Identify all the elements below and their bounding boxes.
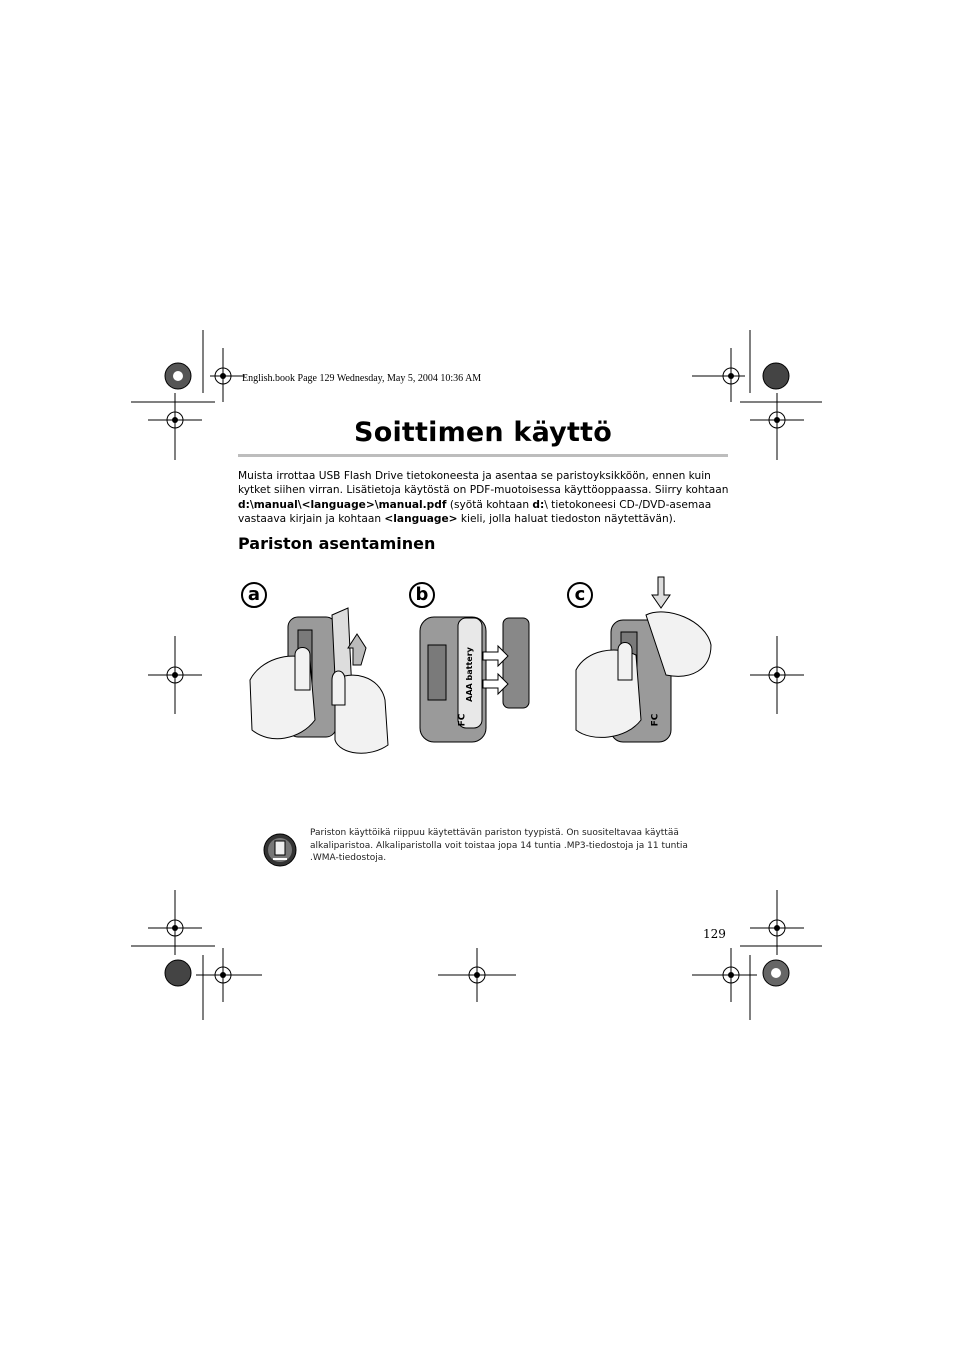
language-token: <language> bbox=[384, 512, 458, 525]
title-rule bbox=[238, 454, 728, 457]
drive-letter: d: bbox=[532, 498, 545, 511]
fcc-mark-c: FC bbox=[650, 713, 661, 727]
fcc-mark-b: FC bbox=[457, 713, 468, 727]
print-header: English.book Page 129 Wednesday, May 5, 2004 10:36 AM bbox=[242, 373, 482, 384]
figure-label-b: b bbox=[409, 582, 435, 608]
figure-c-illustration bbox=[566, 570, 716, 750]
manual-path: d:\manual\<language>\manual.pdf bbox=[238, 498, 447, 511]
figure-a-illustration bbox=[240, 570, 390, 760]
note-text: Pariston käyttöikä riippuu käytettävän pariston tyypistä. On suositeltavaa käyttää alkaliparistoa. Alkaliparistolla voit toistaa jopa 14 tuntia .MP3-tiedostoja ja 11 tuntia .WMA-tiedostoja. bbox=[310, 828, 688, 863]
figure-label-a: a bbox=[241, 582, 267, 608]
intro-text-1: Muista irrottaa USB Flash Drive tietokoneesta ja asentaa se paristoyksikköön, ennen kuin kytket siihen virran. Lisätietoja käytöstä on PDF-muotoisessa käyttöoppaassa. Siirry kohtaan bbox=[238, 470, 729, 497]
intro-text-4: kieli, jolla haluat tiedoston näytettävän). bbox=[457, 512, 677, 525]
figure-label-c: c bbox=[567, 582, 593, 608]
intro-paragraph bbox=[238, 469, 730, 526]
note-icon bbox=[263, 833, 297, 867]
figure-a bbox=[240, 570, 390, 760]
page-number: 129 bbox=[703, 927, 726, 941]
section-heading: Pariston asentaminen bbox=[238, 534, 436, 553]
figure-b bbox=[408, 570, 533, 750]
page-title: Soittimen käyttö bbox=[354, 417, 612, 448]
intro-text-3: \ tietokoneesi CD-/DVD-asemaa vastaava kirjain ja kohtaan bbox=[238, 498, 712, 525]
battery-label: AAA battery bbox=[464, 647, 474, 702]
figure-c bbox=[566, 570, 716, 750]
intro-text-2: (syötä kohtaan bbox=[446, 498, 533, 511]
